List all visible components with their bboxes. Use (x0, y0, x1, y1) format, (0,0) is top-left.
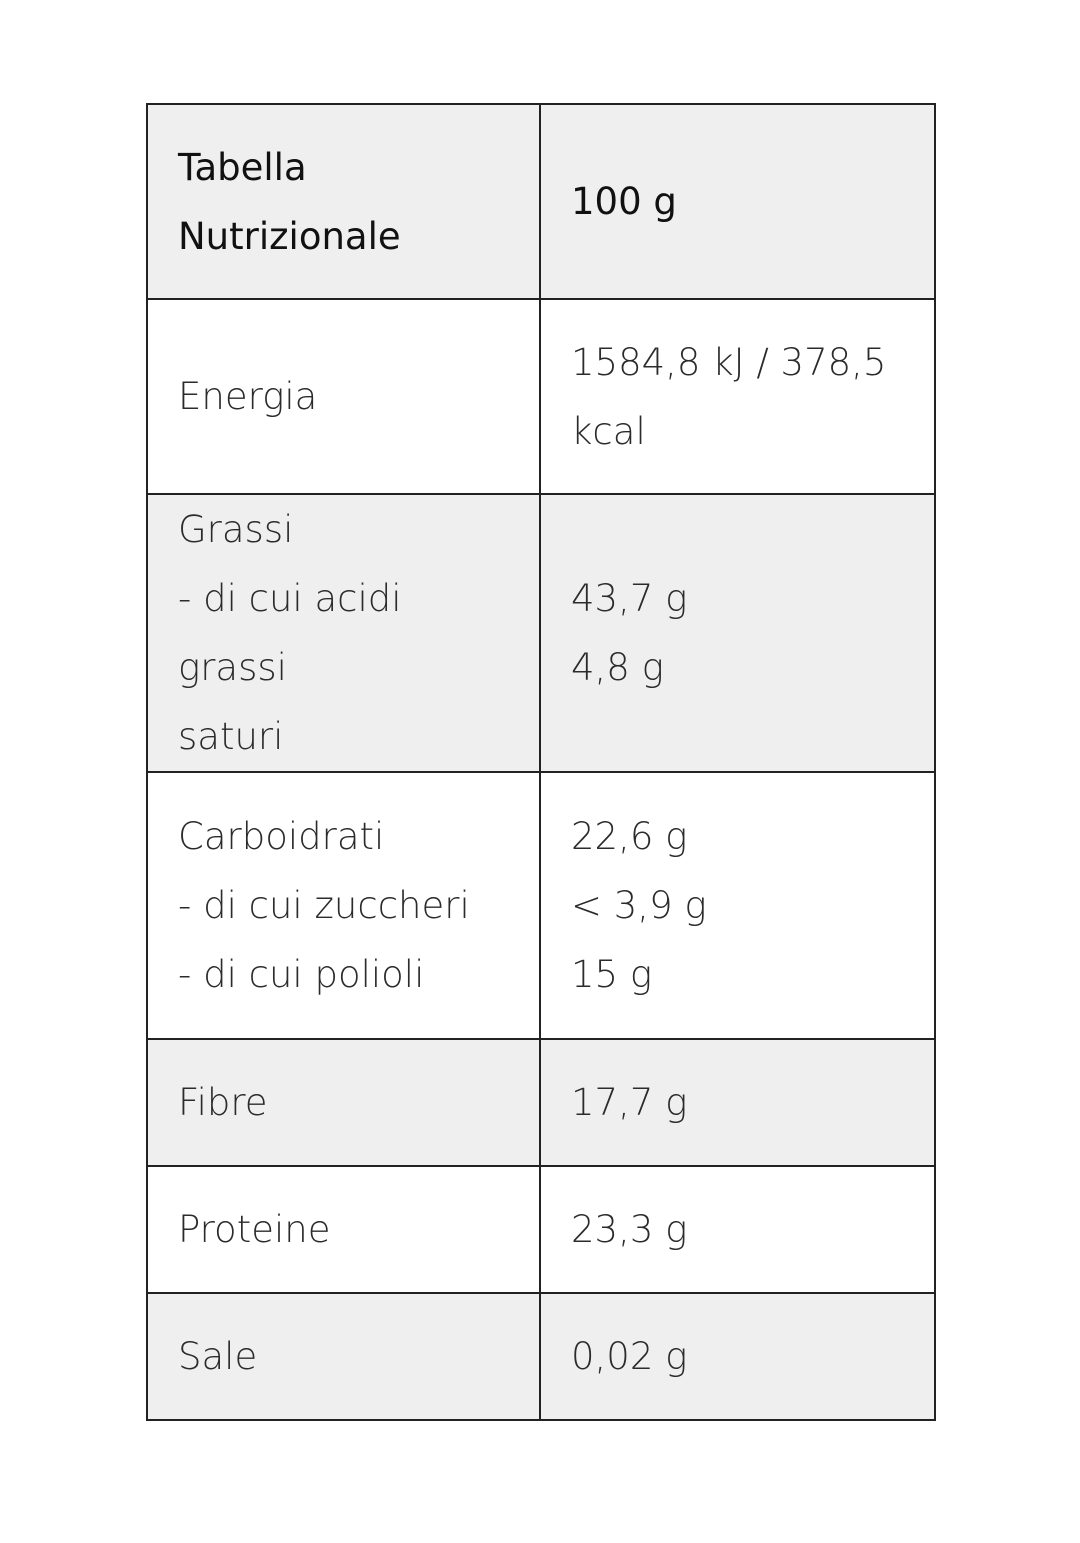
row-label-line: Carboidrati (178, 815, 385, 858)
row-label-cell (147, 299, 540, 494)
table-row-grassi (147, 494, 935, 772)
row-value-line: 15 g (571, 953, 653, 996)
row-value-line: 0,02 g (571, 1335, 688, 1378)
row-label-line: Fibre (178, 1081, 268, 1124)
row-label-line: Sale (178, 1335, 258, 1378)
row-label-cell (147, 772, 540, 1039)
row-label-line: - di cui zuccheri (178, 884, 470, 927)
table-row-sale (147, 1293, 935, 1420)
row-value-cell (540, 1166, 935, 1293)
row-value-cell (540, 299, 935, 494)
row-value-cell (540, 494, 935, 772)
row-value-cell (540, 772, 935, 1039)
table-row-energia (147, 299, 935, 494)
row-value-line: 43,7 g (571, 577, 688, 620)
row-label-line: Proteine (178, 1208, 331, 1251)
row-value-line: 22,6 g (571, 815, 688, 858)
row-label-line: Energia (178, 375, 318, 418)
row-label-line: Grassi (178, 508, 294, 551)
row-value-line: 1584,8 kJ / 378,5 (571, 340, 887, 384)
header-label-cell (147, 104, 540, 299)
header-value-cell (540, 104, 935, 299)
header-title-line: Nutrizionale (178, 214, 401, 258)
row-label-line: - di cui polioli (178, 953, 425, 996)
row-label-cell (147, 1293, 540, 1420)
row-label-line: saturi (178, 715, 284, 758)
row-value-line: 23,3 g (571, 1208, 688, 1251)
table-header-row (147, 104, 935, 299)
row-value-line: 17,7 g (571, 1081, 688, 1124)
nutrition-table (146, 103, 936, 1421)
row-label-cell (147, 494, 540, 772)
row-label-line: - di cui acidi grassi (178, 577, 414, 689)
header-portion-line: 100 g (571, 180, 677, 223)
row-value-line: kcal (571, 409, 646, 453)
row-label-cell (147, 1166, 540, 1293)
table-row-fibre (147, 1039, 935, 1166)
table-row-carboidrati (147, 772, 935, 1039)
row-value-cell (540, 1039, 935, 1166)
row-label-cell (147, 1039, 540, 1166)
row-value-cell (540, 1293, 935, 1420)
header-title-line: Tabella (178, 145, 307, 189)
table-row-proteine (147, 1166, 935, 1293)
row-value-line: < 3,9 g (571, 884, 707, 927)
row-value-line: 4,8 g (571, 646, 664, 689)
